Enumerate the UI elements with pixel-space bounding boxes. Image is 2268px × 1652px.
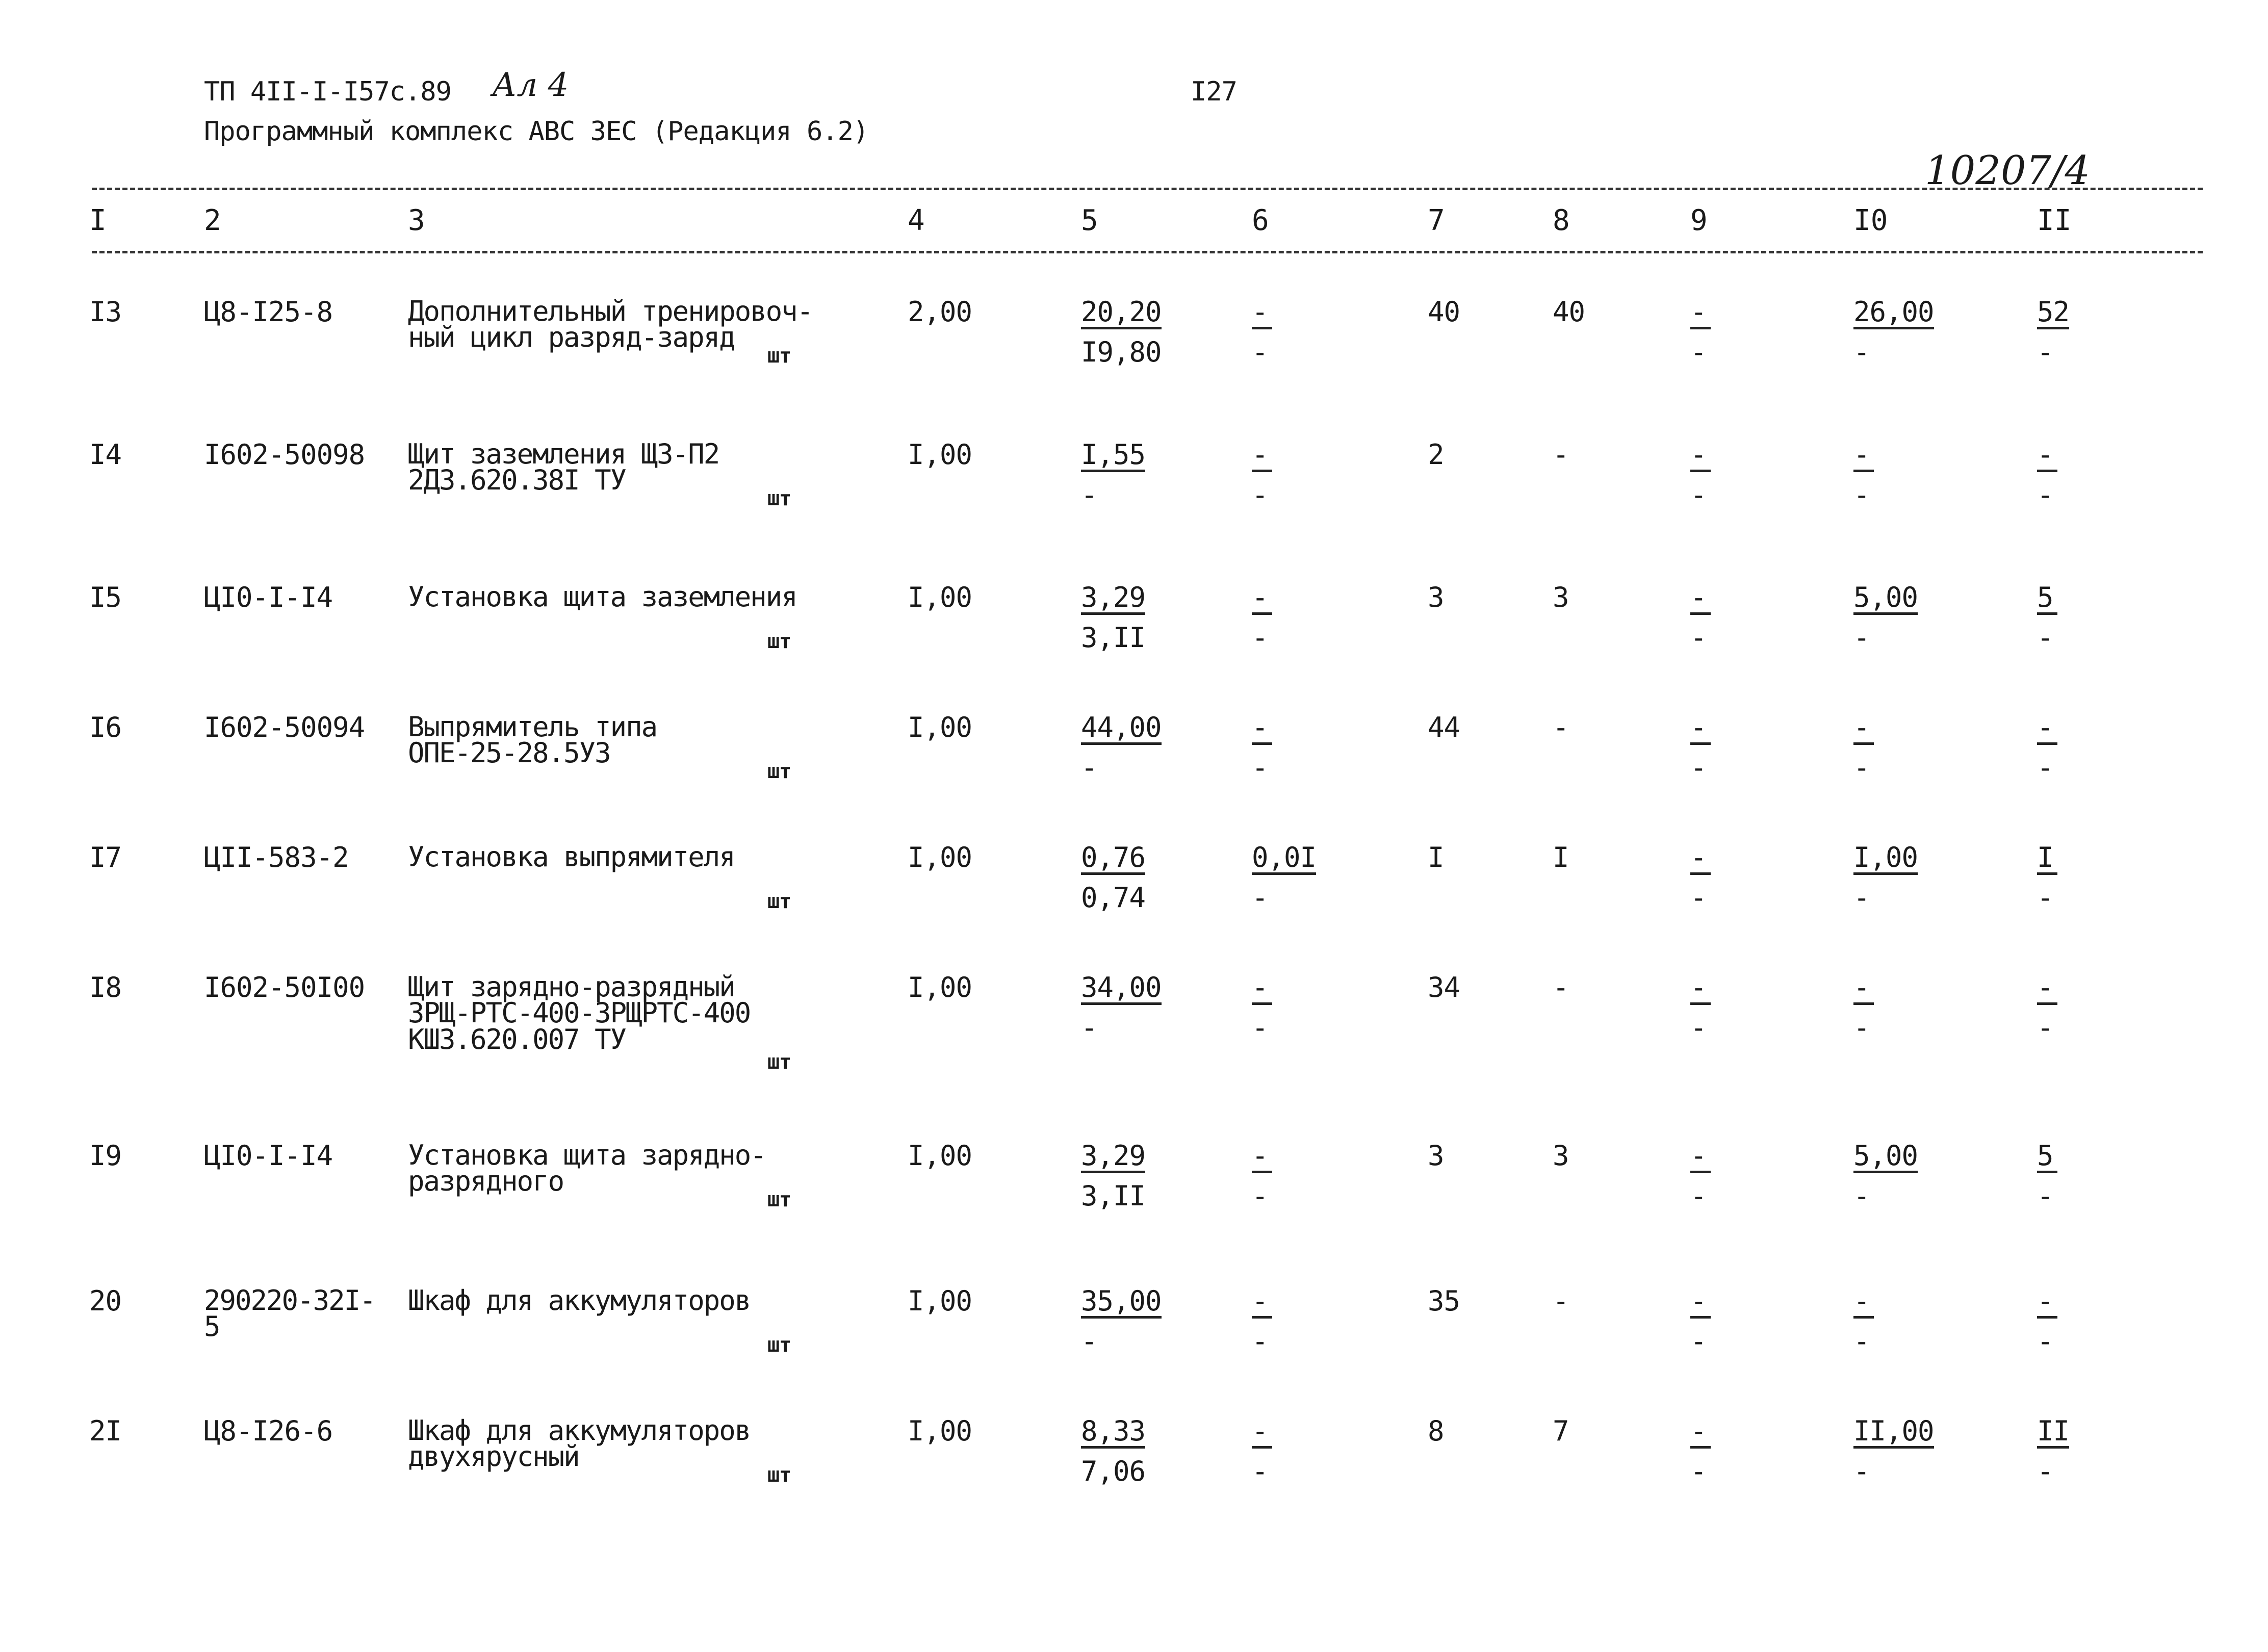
row-number: I7	[89, 841, 122, 873]
row-unit: шт	[767, 1188, 791, 1211]
row-col6	[1252, 298, 1272, 366]
row-col11-numerator: -	[2037, 714, 2057, 745]
row-col10	[1853, 841, 1918, 914]
row-col6	[1252, 581, 1272, 654]
row-col6-denominator: -	[1252, 479, 1268, 511]
row-col6-denominator: -	[1252, 1180, 1268, 1212]
row-col10-numerator: II,00	[1853, 1417, 1934, 1449]
row-col5-numerator: 20,20	[1081, 298, 1162, 329]
row-name	[408, 1414, 751, 1473]
row-col11-denominator: -	[2037, 1180, 2053, 1212]
row-col7: 2	[1428, 438, 1444, 471]
row-col9	[1690, 1287, 1711, 1355]
row-col9-denominator: -	[1690, 1012, 1707, 1044]
row-quantity: I,00	[908, 711, 972, 743]
row-col11-denominator: -	[2037, 882, 2053, 914]
row-col11	[2037, 581, 2057, 654]
row-col6-denominator: -	[1252, 1012, 1268, 1044]
row-name	[408, 438, 719, 497]
row-col5	[1081, 1417, 1145, 1485]
row-col6-numerator: -	[1252, 1417, 1272, 1449]
row-col7: I	[1428, 841, 1444, 873]
row-col9	[1690, 1142, 1711, 1210]
row-col9-denominator: -	[1690, 1455, 1707, 1487]
row-col9-numerator: -	[1690, 974, 1711, 1005]
row-col5-numerator: 34,00	[1081, 974, 1162, 1005]
row-col9	[1690, 581, 1711, 654]
row-col5-denominator: -	[1081, 479, 1097, 511]
column-header-5: 5	[1081, 204, 1098, 237]
row-col11	[2037, 1417, 2069, 1485]
row-col11-denominator: -	[2037, 479, 2053, 511]
row-col10-numerator: 26,00	[1853, 298, 1934, 329]
row-number: I6	[89, 711, 122, 743]
row-col5-numerator: 3,29	[1081, 1142, 1145, 1173]
row-col11	[2037, 711, 2057, 784]
row-unit: шт	[767, 760, 791, 783]
row-col5-denominator: 3,II	[1081, 622, 1146, 654]
page-number: I27	[1191, 76, 1237, 107]
row-col6-denominator: -	[1252, 1455, 1268, 1487]
row-name-line: 2ДЗ.620.38I ТУ	[408, 464, 626, 497]
row-col9-denominator: -	[1690, 479, 1707, 511]
row-col6-numerator: -	[1252, 584, 1272, 615]
row-col10	[1853, 438, 1874, 511]
row-col7: 44	[1428, 711, 1460, 743]
row-col10	[1853, 298, 1934, 366]
row-col9	[1690, 711, 1711, 784]
row-col7: 3	[1428, 1140, 1444, 1172]
row-name-line: Шкаф для аккумуляторов	[408, 1414, 751, 1447]
row-col11-numerator: II	[2037, 1417, 2069, 1449]
row-name-line: двухярусный	[408, 1440, 579, 1473]
row-name-line: Щит заземления ЩЗ-П2	[408, 438, 719, 470]
row-name	[408, 1284, 751, 1317]
row-col11-denominator: -	[2037, 336, 2053, 368]
row-number: I8	[89, 971, 122, 1003]
row-col6-numerator: -	[1252, 714, 1272, 745]
row-col10-denominator: -	[1853, 1012, 1870, 1044]
row-col8: -	[1553, 711, 1569, 743]
row-number: I9	[89, 1140, 122, 1172]
row-col7: 35	[1428, 1285, 1460, 1317]
row-col5	[1081, 438, 1146, 511]
row-unit: шт	[767, 1463, 791, 1487]
row-col9-numerator: -	[1690, 298, 1711, 329]
row-col10-numerator: 5,00	[1853, 584, 1918, 615]
row-col11-numerator: 5	[2037, 1142, 2057, 1173]
row-col6-numerator: -	[1252, 974, 1272, 1005]
row-col6	[1252, 1417, 1272, 1485]
row-col8: 3	[1553, 1140, 1569, 1172]
row-col5	[1081, 1142, 1145, 1210]
row-name-line: Щит зарядно-разрядный	[408, 971, 735, 1003]
row-unit: шт	[767, 1333, 791, 1357]
header-rule-top	[92, 188, 2203, 190]
row-quantity: I,00	[908, 1415, 972, 1447]
row-code: ЦI0-I-I4	[204, 581, 333, 613]
row-col11	[2037, 298, 2069, 366]
row-name-line: ЗРЩ-РТС-400-ЗРЩРТС-400	[408, 997, 751, 1029]
row-name-line: Установка щита зарядно-	[408, 1139, 766, 1171]
row-col5	[1081, 971, 1162, 1044]
row-col11-denominator: -	[2037, 1325, 2053, 1357]
row-col11-denominator: -	[2037, 752, 2053, 784]
row-col11-denominator: -	[2037, 622, 2053, 654]
row-col11-numerator: 52	[2037, 298, 2069, 329]
row-col11	[2037, 438, 2057, 511]
row-col9	[1690, 971, 1711, 1044]
row-col6-numerator: -	[1252, 441, 1272, 472]
row-col5-numerator: I,55	[1081, 441, 1145, 472]
row-col11	[2037, 841, 2057, 914]
row-col6	[1252, 971, 1272, 1044]
row-col10	[1853, 1287, 1874, 1355]
row-quantity: I,00	[908, 971, 972, 1003]
row-col11	[2037, 971, 2057, 1044]
row-col8: 3	[1553, 581, 1569, 613]
row-col11-numerator: -	[2037, 974, 2057, 1005]
column-header-9: 9	[1690, 204, 1708, 237]
row-quantity: 2,00	[908, 296, 972, 328]
row-col8: 7	[1553, 1415, 1569, 1447]
row-name-line: Установка щита заземления	[408, 581, 797, 613]
row-col5	[1081, 711, 1162, 784]
row-col11	[2037, 1142, 2057, 1210]
row-col7: 3	[1428, 581, 1444, 613]
row-col9-denominator: -	[1690, 622, 1707, 654]
row-col10-denominator: -	[1853, 752, 1870, 784]
row-col6-numerator: -	[1252, 1142, 1272, 1173]
row-col10-denominator: -	[1853, 622, 1870, 654]
row-unit: шт	[767, 1050, 791, 1074]
row-col7: 34	[1428, 971, 1460, 1003]
column-header-4: 4	[908, 204, 925, 237]
row-col9-numerator: -	[1690, 844, 1711, 875]
row-col10	[1853, 1142, 1918, 1210]
row-col10-numerator: 5,00	[1853, 1142, 1918, 1173]
row-quantity: I,00	[908, 581, 972, 613]
row-col6	[1252, 1287, 1272, 1355]
row-col5-numerator: 0,76	[1081, 844, 1145, 875]
row-code: I602-50098	[204, 438, 365, 471]
row-name-line: Выпрямитель типа	[408, 711, 657, 743]
row-col11	[2037, 1287, 2057, 1355]
column-header-3: 3	[408, 204, 425, 237]
row-col9-numerator: -	[1690, 1142, 1711, 1173]
row-unit: шт	[767, 344, 791, 368]
row-col5-denominator: -	[1081, 1325, 1097, 1357]
row-col5-numerator: 44,00	[1081, 714, 1162, 745]
column-header-10: I0	[1853, 204, 1888, 237]
row-code: I602-50I00	[204, 971, 365, 1003]
row-col10-numerator: -	[1853, 974, 1874, 1005]
row-number: I5	[89, 581, 122, 613]
row-col9-numerator: -	[1690, 1287, 1711, 1319]
row-col5	[1081, 581, 1146, 654]
row-col9-numerator: -	[1690, 714, 1711, 745]
row-col9-denominator: -	[1690, 882, 1707, 914]
row-col5-denominator: 7,06	[1081, 1455, 1146, 1487]
row-col8: -	[1553, 1285, 1569, 1317]
row-col6-denominator: -	[1252, 882, 1268, 914]
row-col5-denominator: -	[1081, 1012, 1097, 1044]
row-col5-numerator: 3,29	[1081, 584, 1145, 615]
column-header-8: 8	[1553, 204, 1570, 237]
row-name-line: ный цикл разряд-заряд	[408, 321, 735, 354]
column-header-11: II	[2037, 204, 2072, 237]
row-col9	[1690, 298, 1711, 366]
row-col6	[1252, 711, 1272, 784]
row-col6-numerator: 0,0I	[1252, 844, 1316, 875]
row-quantity: I,00	[908, 438, 972, 471]
row-col11-numerator: 5	[2037, 584, 2057, 615]
row-name	[408, 295, 813, 354]
row-col6	[1252, 841, 1317, 914]
column-header-7: 7	[1428, 204, 1445, 237]
row-col5	[1081, 298, 1162, 366]
row-name-line: Установка выпрямителя	[408, 841, 735, 873]
row-col9	[1690, 1417, 1711, 1485]
row-quantity: I,00	[908, 841, 972, 873]
row-col9-denominator: -	[1690, 1325, 1707, 1357]
row-col6	[1252, 1142, 1272, 1210]
row-col10-numerator: I,00	[1853, 844, 1918, 875]
row-col10-denominator: -	[1853, 479, 1870, 511]
row-col7: 40	[1428, 296, 1460, 328]
row-col9	[1690, 841, 1711, 914]
row-col6-denominator: -	[1252, 1325, 1268, 1357]
row-col10-denominator: -	[1853, 882, 1870, 914]
row-col5	[1081, 841, 1146, 914]
row-col10-denominator: -	[1853, 1455, 1870, 1487]
row-unit: шт	[767, 630, 791, 653]
row-col9-denominator: -	[1690, 752, 1707, 784]
row-col5-denominator: 3,II	[1081, 1180, 1146, 1212]
row-col6-numerator: -	[1252, 1287, 1272, 1319]
row-name	[408, 711, 657, 769]
row-col5-numerator: 35,00	[1081, 1287, 1162, 1319]
row-col10	[1853, 711, 1874, 784]
row-col5-denominator: I9,80	[1081, 336, 1162, 368]
row-name-line: КШЗ.620.007 ТУ	[408, 1023, 626, 1055]
row-col8: 40	[1553, 296, 1585, 328]
doc-code: ТП 4II-I-I57с.89	[204, 76, 451, 107]
row-col5-denominator: 0,74	[1081, 882, 1146, 914]
row-col9-numerator: -	[1690, 441, 1711, 472]
row-col6-numerator: -	[1252, 298, 1272, 329]
row-code: ЦI0-I-I4	[204, 1140, 333, 1172]
column-header-1: I	[89, 204, 107, 237]
row-col5	[1081, 1287, 1162, 1355]
row-col10-numerator: -	[1853, 714, 1874, 745]
row-col11-numerator: -	[2037, 1287, 2057, 1319]
handwritten-ref: 10207/4	[1925, 148, 2091, 194]
row-col6	[1252, 438, 1272, 511]
row-col6-denominator: -	[1252, 752, 1268, 784]
row-name	[408, 1139, 766, 1198]
row-col8: -	[1553, 438, 1569, 471]
row-number: 20	[89, 1285, 122, 1317]
header-rule-bottom	[92, 251, 2203, 253]
row-code: Ц8-I25-8	[204, 296, 333, 328]
row-col5-numerator: 8,33	[1081, 1417, 1145, 1449]
row-col10-denominator: -	[1853, 1325, 1870, 1357]
row-number: I3	[89, 296, 122, 328]
row-col11-denominator: -	[2037, 1455, 2053, 1487]
row-number: I4	[89, 438, 122, 471]
row-quantity: I,00	[908, 1285, 972, 1317]
row-code: I602-50094	[204, 711, 365, 743]
row-col5-denominator: -	[1081, 752, 1097, 784]
row-col10-denominator: -	[1853, 1180, 1870, 1212]
row-col11-numerator: -	[2037, 441, 2057, 472]
row-name	[408, 581, 797, 613]
row-col8: I	[1553, 841, 1569, 873]
row-unit: шт	[767, 890, 791, 913]
column-header-6: 6	[1252, 204, 1269, 237]
row-col10-denominator: -	[1853, 336, 1870, 368]
row-col10-numerator: -	[1853, 1287, 1874, 1319]
row-quantity: I,00	[908, 1140, 972, 1172]
row-col9-numerator: -	[1690, 1417, 1711, 1449]
row-number: 2I	[89, 1415, 122, 1447]
row-col10	[1853, 1417, 1934, 1485]
row-code: 290220-32I- 5	[204, 1284, 375, 1343]
row-name	[408, 971, 751, 1055]
row-name-line: Шкаф для аккумуляторов	[408, 1284, 751, 1317]
subtitle: Программный комплекс АВС ЗЕС (Редакция 6.2)	[204, 116, 869, 147]
row-col10-numerator: -	[1853, 441, 1874, 472]
column-header-2: 2	[204, 204, 221, 237]
row-col11-numerator: I	[2037, 844, 2057, 875]
handwritten-mark: Ал 4	[492, 66, 569, 104]
row-col6-denominator: -	[1252, 336, 1268, 368]
row-col10	[1853, 581, 1918, 654]
row-col7: 8	[1428, 1415, 1444, 1447]
row-col9-denominator: -	[1690, 1180, 1707, 1212]
row-col8: -	[1553, 971, 1569, 1003]
row-name-line: ОПЕ-25-28.5УЗ	[408, 737, 610, 769]
row-col9-numerator: -	[1690, 584, 1711, 615]
row-code: Ц8-I26-6	[204, 1415, 333, 1447]
row-col11-denominator: -	[2037, 1012, 2053, 1044]
row-code: ЦII-583-2	[204, 841, 349, 873]
row-name-line: разрядного	[408, 1165, 564, 1198]
row-col9-denominator: -	[1690, 336, 1707, 368]
row-name-line: Дополнительный тренировоч-	[408, 295, 813, 327]
row-unit: шт	[767, 487, 791, 510]
row-col9	[1690, 438, 1711, 511]
row-name	[408, 841, 735, 873]
row-col10	[1853, 971, 1874, 1044]
row-col6-denominator: -	[1252, 622, 1268, 654]
